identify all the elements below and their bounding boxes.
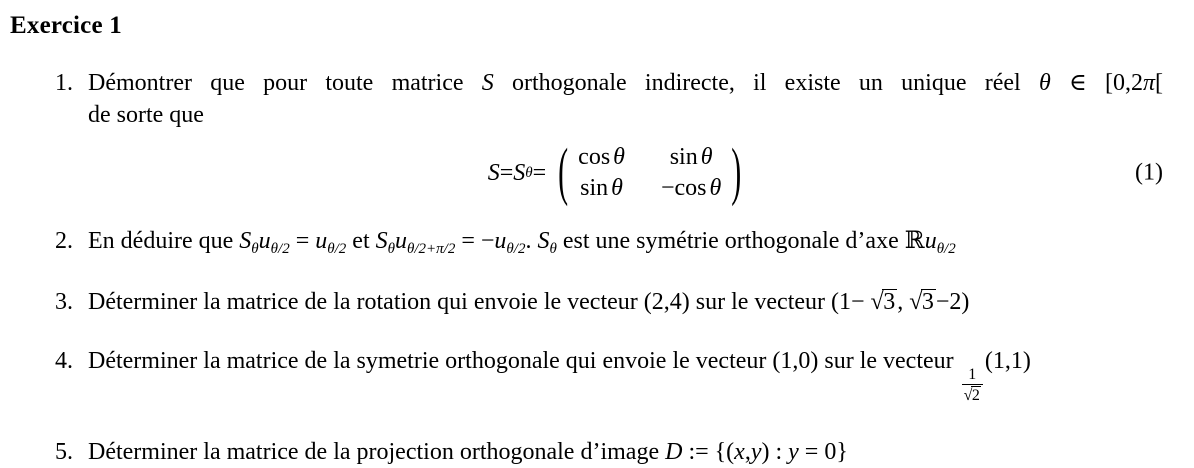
radical-icon: √ bbox=[909, 289, 923, 315]
matrix bbox=[578, 142, 721, 204]
item-1-line-1 bbox=[88, 67, 1163, 99]
math-var-S: S bbox=[513, 159, 526, 186]
equals-sign: = bbox=[499, 159, 514, 186]
text-run: ) : bbox=[761, 438, 789, 465]
item-3-number: 3. bbox=[55, 289, 73, 315]
math-var-u: u bbox=[315, 228, 328, 254]
fraction-numerator: 1 bbox=[968, 366, 977, 383]
text-run: et bbox=[346, 228, 376, 254]
text-run: := {( bbox=[682, 438, 735, 465]
item-4-number: 4. bbox=[55, 348, 73, 374]
math-sub: θ bbox=[549, 241, 557, 257]
math-var-y: y bbox=[788, 438, 799, 465]
item-4-content bbox=[88, 345, 1163, 405]
item-5-number: 5. bbox=[55, 438, 73, 465]
text-run: Déterminer la matrice de la symetrie orthogonale qui envoie le vecteur (1,0) sur le vecteur bbox=[88, 348, 960, 374]
fraction bbox=[962, 367, 983, 405]
math-sub: θ bbox=[251, 241, 259, 257]
math-sub: θ/2 bbox=[270, 241, 290, 257]
math-var-S: S bbox=[375, 228, 388, 254]
text-run: , bbox=[744, 438, 751, 465]
matrix-cell: cos θ bbox=[578, 144, 625, 170]
text-run: ∈ [0,2 bbox=[1050, 70, 1143, 96]
math-sub: θ/2 bbox=[936, 241, 956, 257]
left-paren: ( bbox=[558, 136, 569, 208]
text-run: (1,1) bbox=[984, 348, 1031, 374]
math-sub: θ/2 bbox=[506, 241, 526, 257]
matrix-cell: sin θ bbox=[669, 144, 713, 170]
radicand: 2 bbox=[971, 386, 980, 404]
matrix-cell: −cos θ bbox=[660, 175, 722, 201]
math-var-S: S bbox=[487, 159, 500, 186]
equals-sign: = bbox=[289, 228, 316, 254]
radical-icon: √ bbox=[870, 289, 884, 315]
text-run: −2) bbox=[935, 289, 970, 315]
item-3-content bbox=[88, 286, 1163, 318]
math-var-S: S bbox=[239, 228, 252, 254]
math-sub: θ/2+π/2 bbox=[407, 241, 456, 257]
math-var-u: u bbox=[924, 228, 937, 254]
sqrt-expression bbox=[909, 289, 936, 315]
item-1-number: 1. bbox=[55, 70, 73, 96]
item-1-content bbox=[88, 67, 1163, 131]
math-var-pi: π bbox=[1142, 70, 1156, 96]
math-var-S: S bbox=[481, 70, 494, 96]
text-run: est une symétrie orthogonale d’axe bbox=[556, 228, 905, 254]
text-run: Démontrer que pour toute matrice bbox=[88, 70, 482, 96]
text-run: orthogonale indirecte, il existe un unique réel bbox=[493, 70, 1039, 96]
text-run: = 0} bbox=[798, 438, 848, 465]
text-run: Déterminer la matrice de la projection orthogonale d’image bbox=[88, 438, 666, 465]
equation-body: S = S θ = ( cos θ sin θ sin θ −cos θ ) bbox=[488, 142, 742, 204]
exercise-title: Exercice 1 bbox=[10, 12, 122, 39]
equals-sign: = − bbox=[455, 228, 495, 254]
text-run: , bbox=[897, 289, 910, 315]
fraction-denominator bbox=[962, 384, 983, 405]
sqrt-expression bbox=[871, 289, 898, 315]
math-var-D: D bbox=[665, 438, 683, 465]
right-paren: ) bbox=[731, 136, 742, 208]
math-var-u: u bbox=[258, 228, 271, 254]
math-var-x: x bbox=[734, 438, 745, 465]
text-run: En déduire que bbox=[88, 228, 240, 254]
math-var-y: y bbox=[750, 438, 762, 465]
math-sub: θ/2 bbox=[327, 241, 347, 257]
item-1-line-2: de sorte que bbox=[88, 102, 204, 128]
equals-sign: = bbox=[532, 159, 547, 186]
text-run: [ bbox=[1155, 70, 1164, 96]
radicand: 3 bbox=[921, 289, 934, 315]
math-var-u: u bbox=[494, 228, 507, 254]
equation-tag: (1) bbox=[1135, 159, 1163, 186]
equation-1 bbox=[10, 137, 1163, 209]
item-2-content bbox=[88, 225, 1163, 257]
text-run: . bbox=[525, 228, 538, 254]
item-2 bbox=[55, 225, 1163, 257]
math-var-u: u bbox=[395, 228, 407, 254]
text-run: Déterminer la matrice de la rotation qui envoie le vecteur (2,4) sur le vecteur (1− bbox=[88, 289, 871, 315]
radicand: 3 bbox=[883, 289, 896, 315]
item-4 bbox=[55, 345, 1163, 405]
item-1 bbox=[55, 67, 1163, 131]
math-var-S: S bbox=[537, 228, 550, 254]
item-2-number: 2. bbox=[55, 228, 73, 254]
matrix-cell: sin θ bbox=[580, 175, 623, 201]
item-3 bbox=[55, 286, 1163, 318]
math-sub: θ bbox=[387, 241, 395, 257]
math-var-theta: θ bbox=[1038, 70, 1051, 96]
radical-icon: √ bbox=[963, 386, 973, 404]
math-set-R: ℝ bbox=[904, 228, 925, 254]
